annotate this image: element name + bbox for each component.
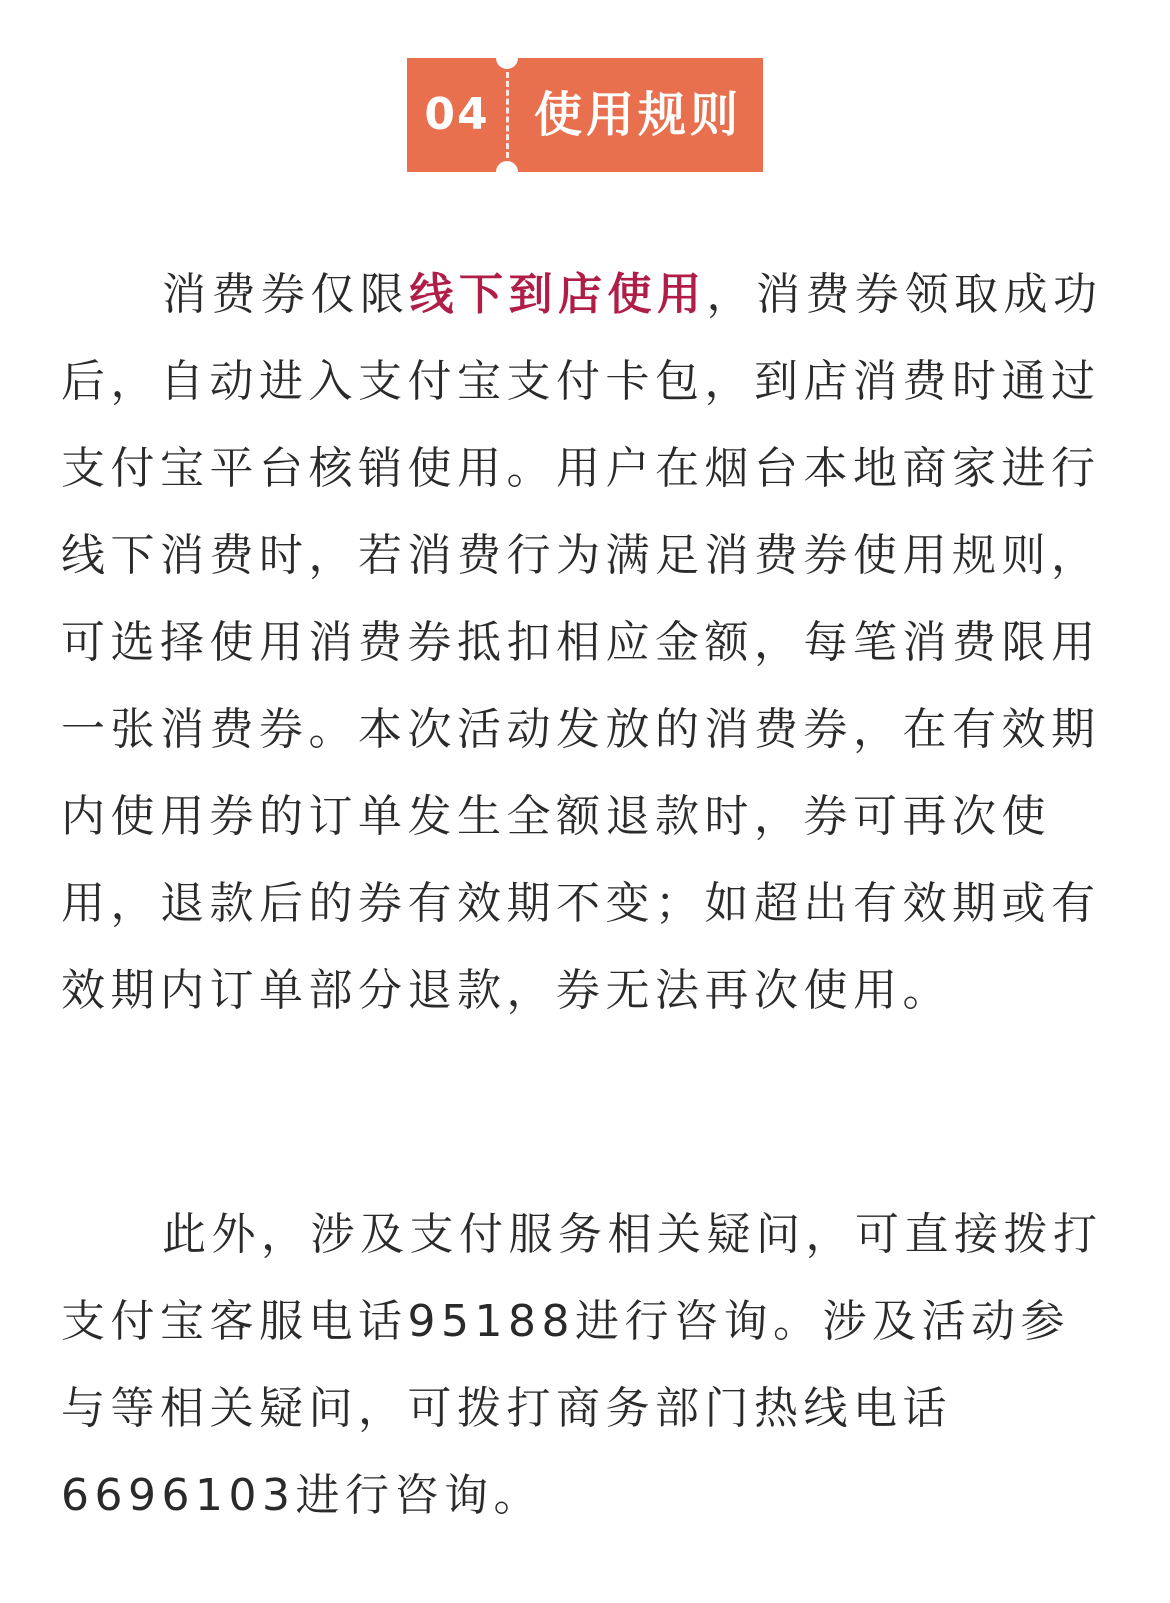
offline-use-highlight: 线下到店使用 bbox=[409, 269, 707, 320]
section-number: 04 bbox=[424, 89, 490, 140]
dashed-divider bbox=[506, 72, 509, 158]
contact-paragraph bbox=[61, 1191, 1109, 1539]
usage-rules-paragraph bbox=[61, 251, 1109, 1034]
rules-text-before: 消费券仅限 bbox=[162, 269, 410, 320]
contact-text: 此外，涉及支付服务相关疑问，可直接拨打支付宝客服电话95188进行咨询。涉及活动参与等相关疑问，可拨打商务部门热线电话6696103进行咨询。 bbox=[61, 1209, 1103, 1521]
section-badge bbox=[407, 58, 763, 172]
rules-text-after: ，消费券领取成功后，自动进入支付宝支付卡包，到店消费时通过支付宝平台核销使用。用户在烟台本地商家进行线下消费时，若消费行为满足消费券使用规则，可选择使用消费券抵扣相应金额，每笔消费限用一张消费券。本次活动发放的消费券，在有效期内使用券的订单发生全额退款时，券可再次使用，退款后的券有效期不变；如超出有效期或有效期内订单部分退款，券无法再次使用。 bbox=[61, 269, 1103, 1016]
section-title: 使用规则 bbox=[533, 87, 742, 143]
ticket-notch-bottom bbox=[496, 161, 518, 183]
